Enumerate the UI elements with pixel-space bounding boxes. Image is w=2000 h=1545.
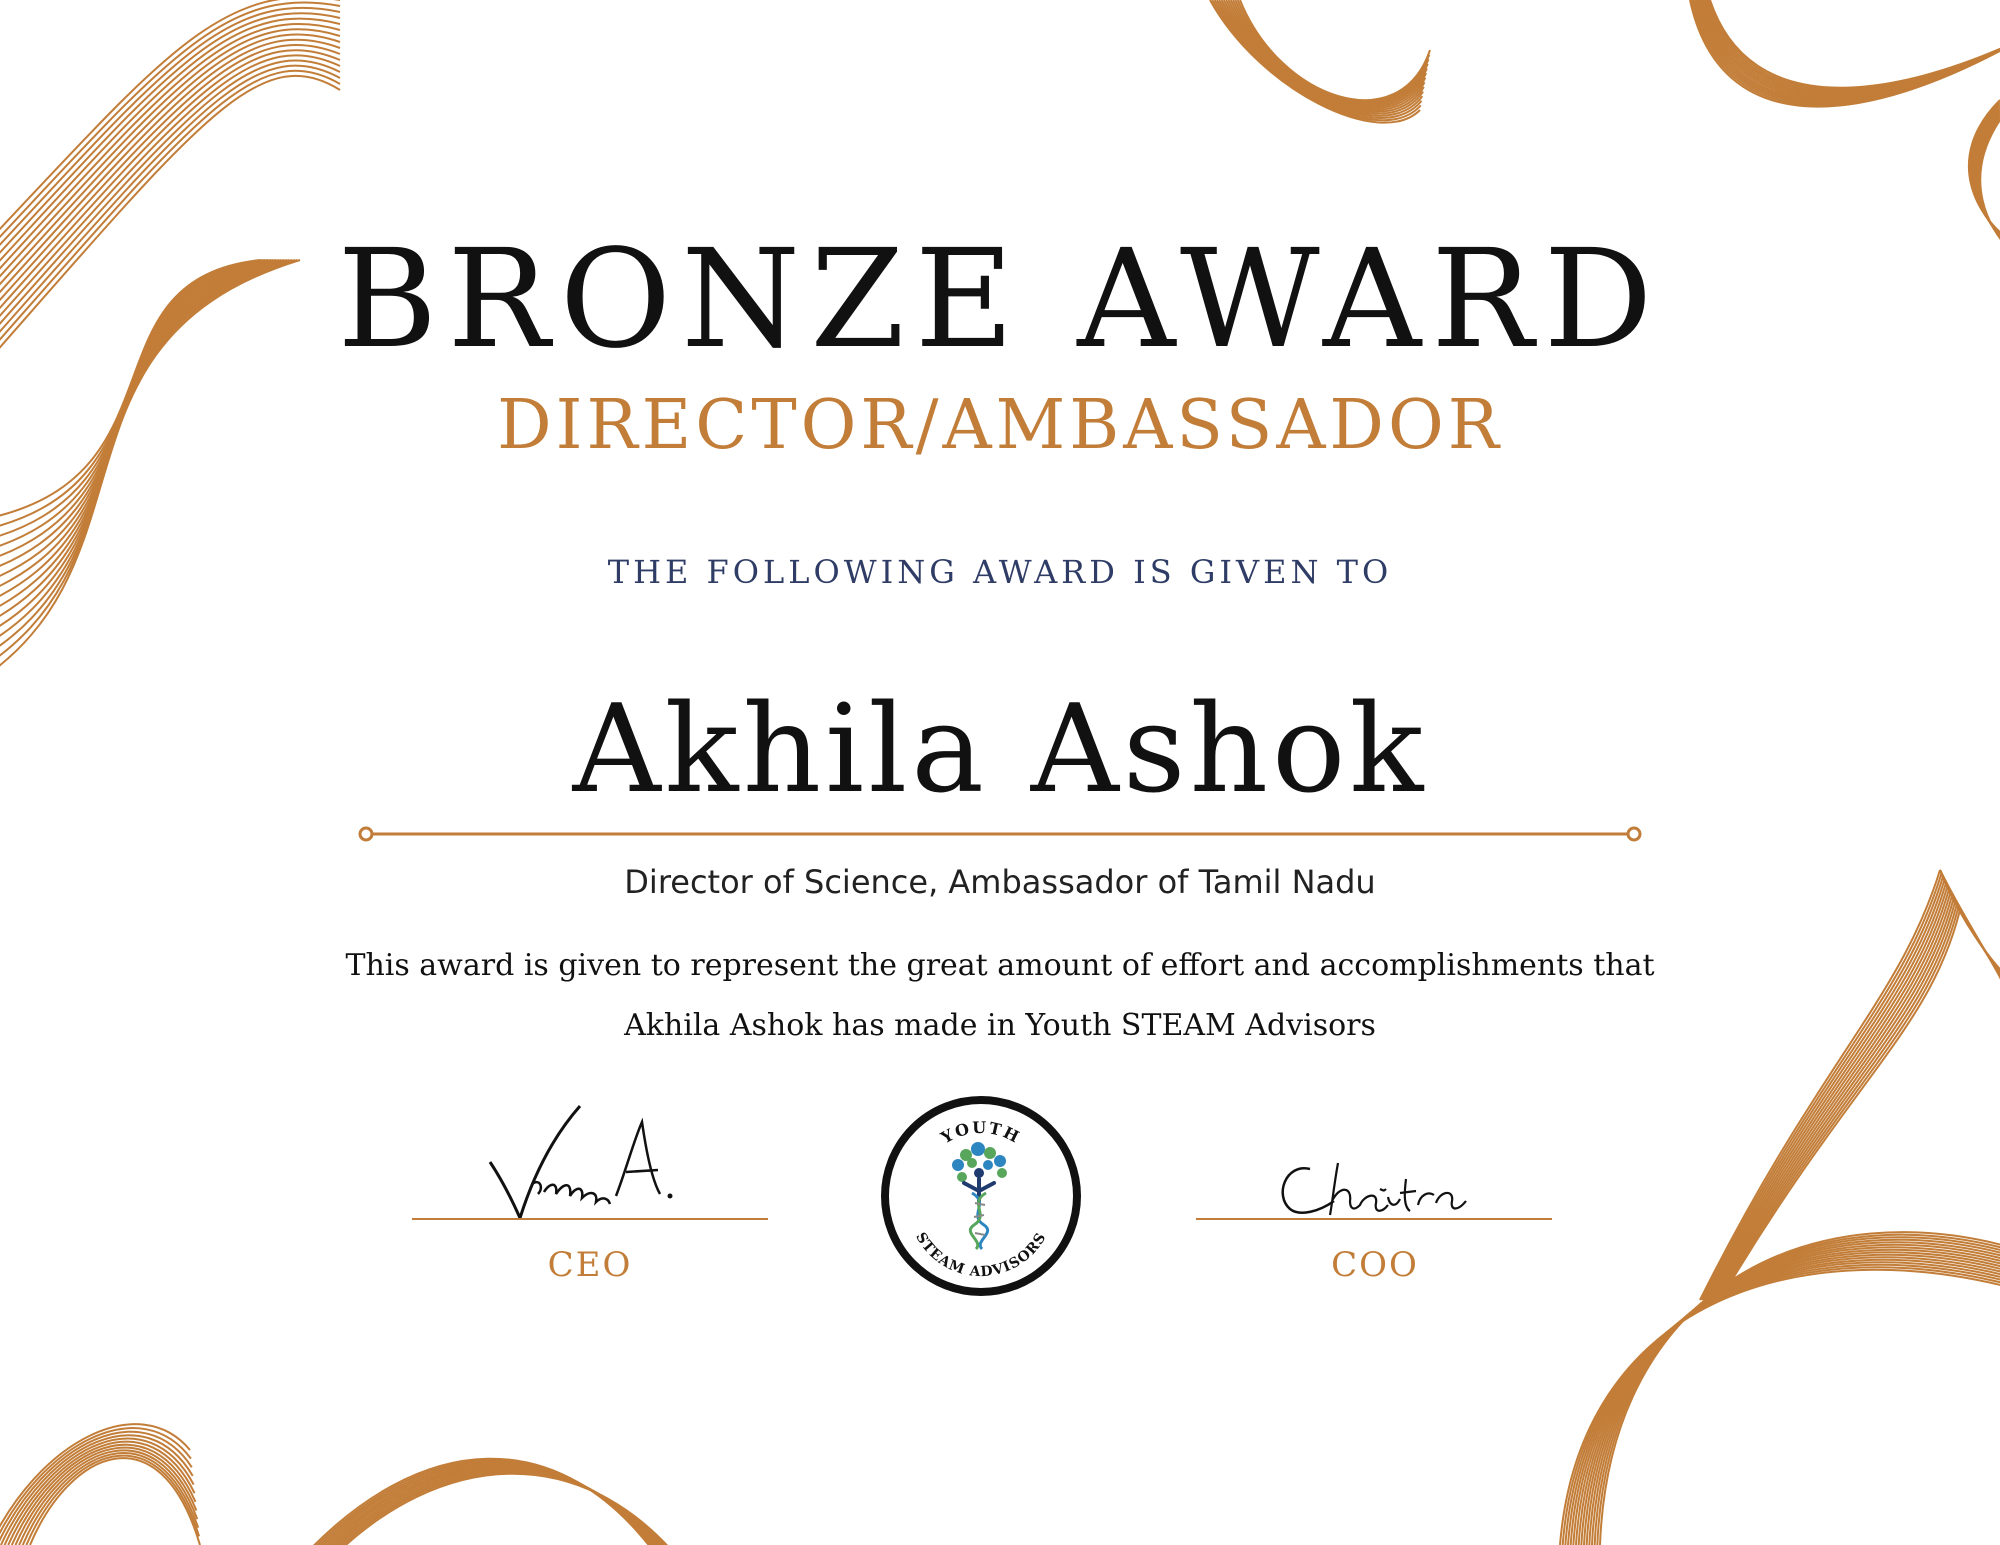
wave-line — [1717, 904, 1957, 1300]
youth-steam-advisors-logo — [878, 1093, 1084, 1299]
wave-bottom-left — [0, 1424, 680, 1545]
wave-line — [1571, 1260, 2000, 1545]
wave-line — [1715, 901, 1955, 1300]
wave-line — [1210, 0, 1420, 123]
wave-line — [1565, 1265, 2000, 1545]
wave-line — [1693, 0, 2000, 104]
wave-line — [330, 1474, 680, 1545]
wave-line — [1700, 870, 1940, 1300]
wave-line — [1584, 1247, 2000, 1545]
wave-line — [319, 1468, 673, 1545]
wave-line — [1978, 116, 2000, 248]
wave-top-right — [1690, 0, 2000, 250]
wave-line — [1224, 0, 1425, 110]
wave-line — [8, 1442, 194, 1545]
wave-line — [1705, 0, 2000, 92]
wave-line — [0, 8, 340, 266]
wave-line — [1710, 0, 2000, 88]
wave-line — [1701, 0, 2000, 96]
recipient-name: Akhila Ashok — [572, 678, 1428, 820]
wave-line — [303, 1460, 662, 1545]
wave-line — [1592, 1240, 2000, 1545]
wave-line — [1711, 892, 1951, 1300]
wave-line — [0, 1428, 191, 1545]
wave-line — [1976, 113, 2000, 246]
wave-line — [1, 1435, 193, 1545]
wave-line — [1690, 0, 2000, 107]
wave-line — [1973, 107, 2000, 244]
wave-line — [1235, 0, 1428, 103]
ceo-signature — [420, 1100, 780, 1220]
logo-text-top: YOUTH — [937, 1117, 1024, 1148]
wave-line — [1975, 111, 2000, 245]
wave-line — [1695, 0, 2000, 102]
wave-line — [1696, 0, 2000, 101]
wave-line — [5, 1439, 194, 1545]
wave-line — [1560, 1270, 2000, 1545]
wave-line — [1217, 0, 1422, 116]
wave-top-mid — [1210, 0, 1430, 123]
wave-line — [1595, 1237, 2000, 1545]
wave-line — [1708, 0, 2000, 89]
wave-line — [1708, 885, 1948, 1300]
wave-line — [1703, 876, 1943, 1300]
wave-line — [1969, 100, 2000, 240]
award-subtitle: DIRECTOR/AMBASSADOR — [497, 386, 1503, 465]
wave-line — [305, 1461, 663, 1545]
wave-line — [314, 1466, 669, 1545]
wave-line — [1720, 910, 1960, 1300]
wave-line — [0, 0, 340, 250]
coo-role-label: COO — [1331, 1245, 1419, 1285]
wave-line — [1226, 0, 1425, 109]
coo-signature — [1250, 1155, 1550, 1225]
wave-line — [1712, 895, 1952, 1300]
name-divider-line — [358, 822, 1642, 846]
wave-line — [30, 1458, 200, 1545]
wave-line — [0, 1424, 190, 1545]
award-intro-text: THE FOLLOWING AWARD IS GIVEN TO — [607, 553, 1393, 591]
wave-line — [1979, 118, 2000, 249]
wave-line — [1707, 0, 2000, 91]
wave-line — [1702, 0, 2000, 95]
wave-line — [1702, 873, 1942, 1300]
wave-line — [327, 1472, 678, 1545]
wave-line — [1971, 104, 2000, 242]
wave-line — [1581, 1250, 2000, 1545]
wave-line — [1212, 0, 1420, 120]
ceo-role-label: CEO — [547, 1245, 633, 1285]
wave-line — [1600, 1232, 2000, 1545]
logo-text-bottom: STEAM ADVISORS — [912, 1229, 1050, 1281]
wave-line — [1215, 0, 1422, 118]
wave-line — [308, 1463, 665, 1545]
award-description: This award is given to represent the great amount of effort and accomplishments that Akhila Ashok has made in Youth STEAM Advisors — [345, 948, 1655, 1043]
wave-line — [1692, 0, 2000, 105]
wave-line — [1718, 907, 1958, 1300]
wave-line — [1231, 0, 1427, 105]
wave-line — [311, 1464, 667, 1545]
wave-line — [1573, 1257, 2000, 1545]
wave-line — [26, 1456, 199, 1545]
wave-line — [1699, 0, 2000, 98]
wave-line — [322, 1470, 675, 1545]
wave-line — [15, 1448, 196, 1545]
wave-line — [1974, 109, 2000, 245]
wave-line — [1233, 0, 1428, 104]
wave-line — [23, 1453, 198, 1545]
award-title: BRONZE AWARD — [337, 221, 1663, 379]
wave-line — [12, 1445, 196, 1545]
wave-line — [1579, 1252, 2000, 1545]
wave-line — [1704, 0, 2000, 94]
wave-line — [1706, 882, 1946, 1300]
wave-line — [1568, 1262, 2000, 1545]
wave-line — [1228, 0, 1426, 107]
wave-line — [1238, 0, 1430, 101]
wave-line — [316, 1467, 671, 1545]
wave-line — [325, 1471, 677, 1545]
wave-line — [0, 2, 340, 258]
wave-line — [1576, 1255, 2000, 1545]
wave-line — [1240, 0, 1430, 100]
wave-line — [1587, 1245, 2000, 1545]
wave-line — [1597, 1235, 2000, 1545]
wave-line — [19, 1450, 197, 1545]
wave-line — [1222, 0, 1424, 112]
wave-line — [300, 1459, 660, 1545]
wave-line — [1705, 879, 1945, 1300]
wave-line — [1980, 120, 2000, 250]
wave-line — [1709, 888, 1949, 1300]
wave-line — [0, 1432, 192, 1545]
wave-line — [1970, 102, 2000, 241]
wave-line — [1698, 0, 2000, 99]
wave-line — [1563, 1267, 2000, 1545]
wave-line — [1714, 898, 1954, 1300]
recipient-role: Director of Science, Ambassador of Tamil Nadu — [624, 863, 1376, 901]
coo-signature-line — [1196, 1218, 1552, 1220]
wave-line — [1219, 0, 1423, 114]
ceo-signature-line — [412, 1218, 768, 1220]
wave-line — [1589, 1242, 2000, 1545]
